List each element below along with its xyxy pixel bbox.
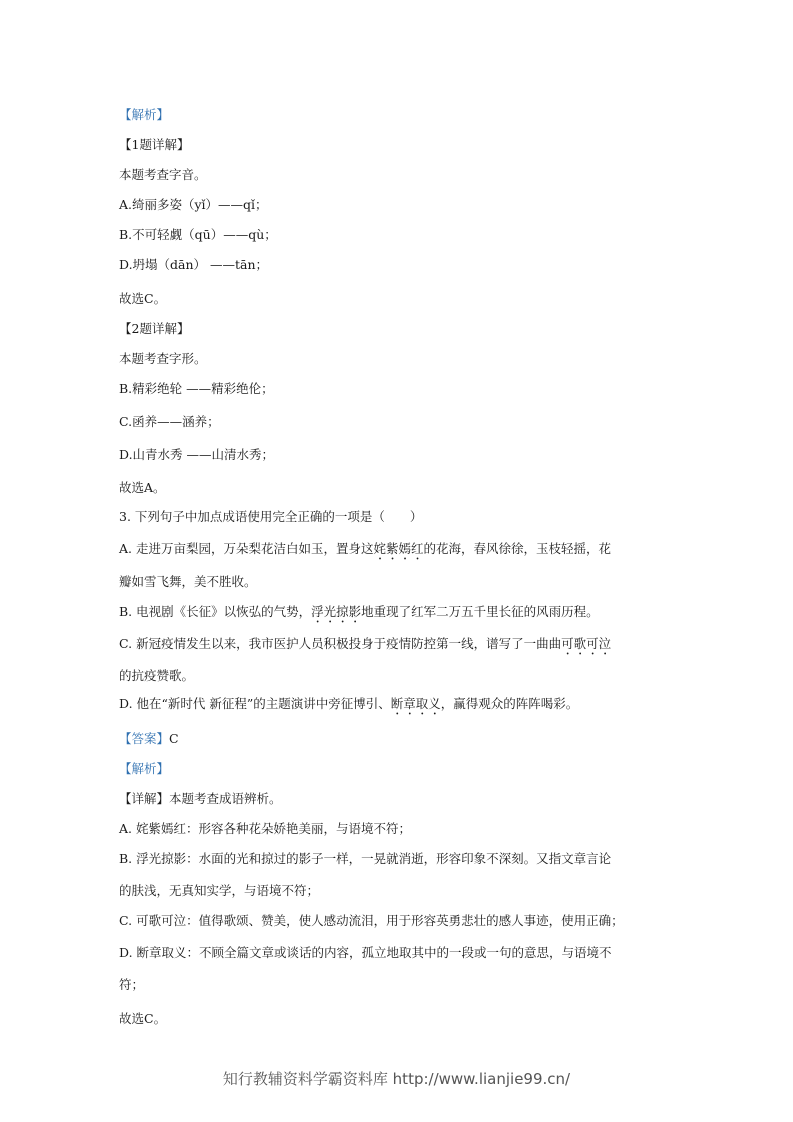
text-run: 【详解】本题考查成语辨析。 — [119, 791, 282, 806]
text-run: 故选C。 — [119, 1011, 167, 1026]
text-run: 的花海，春风徐徐，玉枝轻摇，花 — [423, 541, 612, 556]
text-run: B.不可轻觑（qū）——qù； — [119, 227, 277, 242]
text-run: B. 电视剧《长征》以恢弘的气势， — [119, 604, 312, 619]
text-run: D. 他在“新时代 新征程”的主题演讲中旁征博引、 — [119, 696, 391, 711]
text-run: B. 浮光掠影：水面的光和掠过的影子一样，一晃就消逝，形容印象不深刻。又指文章言论 — [119, 851, 612, 866]
text-run: 【1题详解】 — [119, 137, 190, 152]
text-line — [119, 540, 679, 563]
text-line — [119, 760, 679, 778]
text-line — [119, 850, 679, 868]
text-line — [119, 226, 679, 244]
text-line — [119, 136, 679, 154]
text-line — [119, 976, 679, 994]
text-run: 本题考查字音。 — [119, 167, 207, 182]
text-line — [119, 1010, 679, 1028]
text-run: C. 新冠疫情发生以来，我市医护人员积极投身于疫情防控第一线，谱写了一曲曲 — [119, 636, 562, 651]
dotted-idiom: 姹紫嫣红 — [373, 541, 424, 556]
text-run: A. 走进万亩梨园，万朵梨花洁白如玉，置身这 — [119, 541, 374, 556]
text-run: 【2题详解】 — [119, 321, 190, 336]
dotted-idiom: 浮光掠影 — [311, 604, 362, 619]
text-line — [119, 882, 679, 900]
text-line — [119, 479, 679, 497]
dotted-idiom: 可歌可泣 — [561, 636, 612, 651]
text-line — [119, 820, 679, 838]
text-line — [119, 106, 679, 124]
text-run: A. 姹紫嫣红：形容各种花朵娇艳美丽，与语境不符； — [119, 821, 411, 836]
text-line — [119, 944, 679, 962]
text-line — [119, 290, 679, 308]
text-run: A.绮丽多姿（yǐ）——qǐ； — [119, 197, 268, 212]
text-line — [119, 256, 679, 274]
footer-watermark: 知行教辅资料学霸资料库 http://www.lianjie99.cn/ — [222, 1070, 571, 1088]
text-run: 的肤浅，无真知实学，与语境不符； — [119, 883, 320, 898]
text-run: 3. 下列句子中加点成语使用完全正确的一项是（ ） — [119, 509, 423, 524]
text-run: C. 可歌可泣：值得歌颂、赞美，使人感动流泪，用于形容英勇悲壮的感人事迹，使用正确； — [119, 913, 624, 928]
text-run: 符； — [119, 977, 145, 992]
text-line — [119, 730, 679, 748]
text-line — [119, 603, 679, 626]
section-tag: 【解析】 — [119, 107, 170, 122]
text-line — [119, 196, 679, 214]
text-line — [119, 350, 679, 368]
text-run: 瓣如雪飞舞，美不胜收。 — [119, 574, 257, 589]
text-line — [119, 695, 679, 718]
text-line — [119, 667, 679, 685]
text-run: 故选C。 — [119, 291, 167, 306]
text-run: D. 断章取义：不顾全篇文章或谈话的内容，孤立地取其中的一段或一句的意思，与语境不 — [119, 945, 612, 960]
text-run: B.精彩绝轮 ——精彩绝伦； — [119, 381, 274, 396]
text-line — [119, 413, 679, 431]
section-tag: 【答案】 — [119, 731, 170, 746]
text-run: D.山青水秀 ——山清水秀； — [119, 447, 275, 462]
text-run: 的抗疫赞歌。 — [119, 668, 195, 683]
section-tag: 【解析】 — [119, 761, 170, 776]
text-line — [119, 166, 679, 184]
text-run: C — [169, 731, 179, 746]
text-line — [119, 912, 679, 930]
text-run: D.坍塌（dān） ——tān； — [119, 257, 269, 272]
text-run: ，赢得观众的阵阵喝彩。 — [440, 696, 579, 711]
text-run: 地重现了红军二万五千里长征的风雨历程。 — [361, 604, 599, 619]
text-run: 故选A。 — [119, 480, 166, 495]
dotted-idiom: 断章取义 — [390, 696, 441, 711]
text-line — [119, 508, 679, 526]
text-line — [119, 790, 679, 808]
text-line — [119, 320, 679, 338]
text-line — [119, 635, 679, 658]
text-line — [119, 380, 679, 398]
text-run: C.函养——涵养； — [119, 414, 220, 429]
text-run: 本题考查字形。 — [119, 351, 207, 366]
text-line — [119, 573, 679, 591]
text-line — [119, 446, 679, 464]
